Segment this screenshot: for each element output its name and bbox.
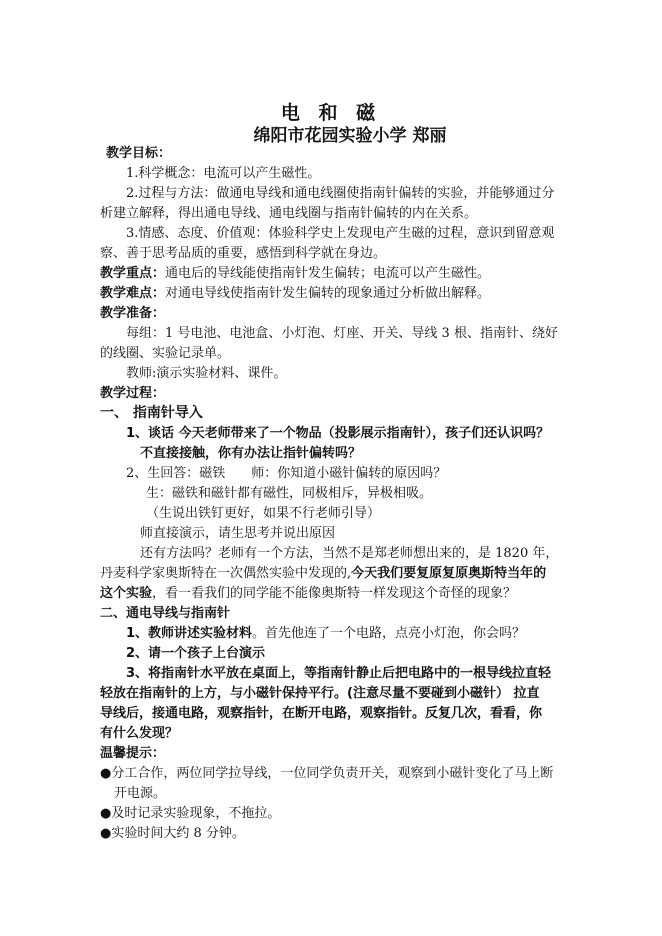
section2-step2: 2、请一个孩子上台演示 [126, 646, 266, 661]
preparation-label: 教学准备： [100, 306, 166, 321]
section2-step3-line1: 3、将指南针水平放在桌面上，等指南针静止后把电路中的一根导线拉直轻 [126, 666, 552, 681]
tip1-line2: 开电源。 [114, 786, 167, 801]
section2-step1 [126, 625, 525, 643]
history-line3-bold: 这个实验 [100, 586, 153, 601]
page-subtitle: 绵阳市花园实验小学 郑丽 [253, 126, 447, 146]
difficulty [100, 285, 490, 303]
key-point [100, 265, 490, 283]
section2-heading: 二、通电导线与指南针 [100, 606, 231, 621]
preparation-group-line2: 的线圈、实验记录单。 [100, 346, 231, 361]
tip1-line1: ●分工合作，两位同学拉导线，一位同学负责开关，观察到小磁针变化了马上断 [100, 766, 554, 781]
preparation-teacher: 教师:演示实验材料、课件。 [126, 366, 287, 381]
key-point-label: 教学重点： [100, 266, 166, 281]
history-line3-normal: ，看一看我们的同学能不能像奥斯特一样发现这个奇怪的现象？ [152, 586, 517, 601]
tip3: ●实验时间大约 8 分钟。 [100, 826, 245, 841]
section1-guide: （生说出铁钉更好，如果不行老师引导） [146, 506, 381, 521]
history-line2-bold: 今天我们要复原复原奥斯特当年的 [351, 566, 547, 581]
section2-step3-line2: 轻放在指南针的上方，与小磁针保持平行。(注意尽量不要碰到小磁针） 拉直 [100, 686, 540, 701]
step1-normal: 。首先他连了一个电路，点亮小灯泡，你会吗？ [252, 626, 526, 641]
difficulty-label: 教学难点： [100, 286, 166, 301]
objective-3-line1: 3.情感、态度、价值观：体验科学史上发现电产生磁的过程，意识到留意观 [126, 226, 555, 241]
section1-talk-line1: 1、谈话 今天老师带来了一个物品（投影展示指南针），孩子们还认识吗？ [126, 426, 550, 441]
section1-demo: 师直接演示，请生思考并说出原因 [140, 526, 336, 541]
section1-heading: 一、 指南针导入 [100, 405, 203, 421]
page-title: 电 和 磁 [280, 102, 382, 124]
step1-bold: 1、教师讲述实验材料 [126, 626, 253, 641]
section1-student: 生：磁铁和磁针都有磁性，同极相斥，异极相吸。 [146, 486, 433, 501]
objective-3-line2: 察、善于思考品质的重要，感悟到科学就在身边。 [100, 246, 387, 261]
objective-2-line1: 2.过程与方法：做通电导线和通电线圈使指南针偏转的实验，并能够通过分 [126, 186, 555, 201]
section1-history-line1: 还有方法吗？老师有一个方法，当然不是郑老师想出来的，是 1820 年， [140, 546, 559, 561]
section1-history-line3 [100, 585, 516, 603]
tip2: ●及时记录实验现象，不拖拉。 [100, 806, 281, 821]
section2-step3-line3: 导线后，接通电路，观察指针，在断开电路，观察指针。反复几次，看看，你 [100, 706, 543, 721]
section2-step3-line4: 有什么发现？ [100, 726, 179, 741]
section1-talk-line2: 不直接接触，你有办法让指针偏转吗？ [140, 446, 362, 461]
history-line2-normal: 丹麦科学家奥斯特在一次偶然实验中发现的, [100, 566, 352, 581]
section1-answer: 2、生回答：磁铁 师：你知道小磁针偏转的原因吗？ [126, 466, 447, 481]
process-label: 教学过程： [100, 386, 166, 401]
section1-history-line2 [100, 565, 546, 583]
tips-label: 温馨提示： [100, 746, 166, 761]
objective-1: 1.科学概念：电流可以产生磁性。 [126, 166, 321, 181]
preparation-group-line1: 每组：1 号电池、电池盒、小灯泡、灯座、开关、导线 3 根、指南针、绕好 [126, 326, 558, 341]
key-point-text: 通电后的导线能使指南针发生偏转；电流可以产生磁性。 [165, 266, 491, 281]
difficulty-text: 对通电导线使指南针发生偏转的现象通过分析做出解释。 [165, 286, 491, 301]
objective-2-line2: 析建立解释，得出通电导线、通电线圈与指南针偏转的内在关系。 [100, 206, 478, 221]
objectives-label: 教学目标： [106, 146, 172, 161]
